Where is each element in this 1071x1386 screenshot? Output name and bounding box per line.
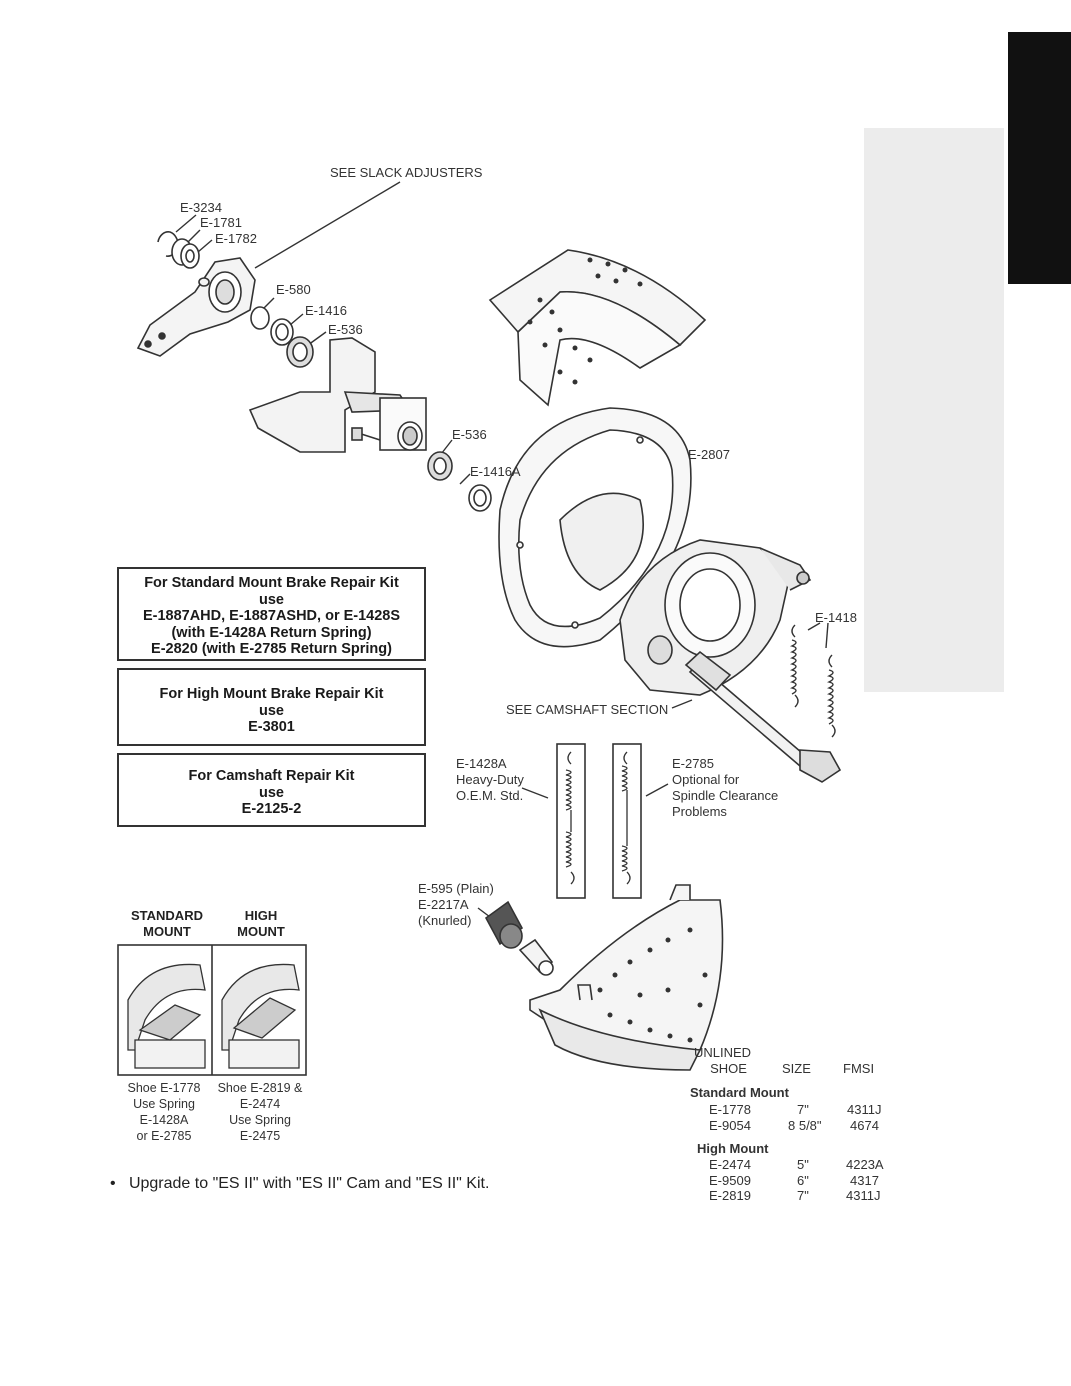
table-cell: E-2819 bbox=[709, 1188, 751, 1203]
high-mount-header: HIGH MOUNT bbox=[237, 908, 285, 939]
callout-e1428a: E-1428A Heavy-Duty O.E.M. Std. bbox=[456, 756, 524, 803]
table-cell: 4674 bbox=[850, 1118, 879, 1133]
roller bbox=[486, 902, 553, 975]
lower-brake-shoe bbox=[530, 885, 723, 1070]
slack-adjuster bbox=[138, 258, 255, 356]
table-cell: E-9054 bbox=[709, 1118, 751, 1133]
callout-see-camshaft: SEE CAMSHAFT SECTION bbox=[506, 702, 669, 717]
table-cell: 5" bbox=[797, 1157, 809, 1172]
table-cell: E-9509 bbox=[709, 1173, 751, 1188]
table-cell: 7" bbox=[797, 1188, 809, 1203]
callout-e1416a: E-1416A bbox=[470, 464, 521, 479]
high-mount-caption: Shoe E-2819 & E-2474 Use Spring E-2475 bbox=[217, 1081, 303, 1143]
callout-e1416: E-1416 bbox=[305, 303, 347, 318]
table-section-high: High Mount bbox=[697, 1141, 769, 1156]
callout-e1781: E-1781 bbox=[200, 215, 242, 230]
bullet-icon: • bbox=[110, 1175, 116, 1192]
table-header-fmsi: FMSI bbox=[843, 1061, 875, 1076]
callout-e580: E-580 bbox=[276, 282, 311, 297]
callout-e536-top: E-536 bbox=[328, 322, 363, 337]
camshaft-bracket bbox=[250, 338, 426, 452]
callout-e2785: E-2785 Optional for Spindle Clearance Problems bbox=[672, 756, 779, 819]
callout-e3234: E-3234 bbox=[180, 200, 222, 215]
standard-mount-caption: Shoe E-1778 Use Spring E-1428A or E-2785 bbox=[127, 1081, 201, 1143]
callout-e595: E-595 (Plain) E-2217A (Knurled) bbox=[418, 881, 494, 928]
table-cell: 6" bbox=[797, 1173, 809, 1188]
table-cell: 4317 bbox=[850, 1173, 879, 1188]
standard-mount-header: STANDARD MOUNT bbox=[131, 908, 203, 939]
callout-e1418: E-1418 bbox=[815, 610, 857, 625]
table-cell: E-1778 bbox=[709, 1102, 751, 1117]
leader-slack bbox=[255, 182, 400, 268]
table-cell: E-2474 bbox=[709, 1157, 751, 1172]
callout-e2807: E-2807 bbox=[688, 447, 730, 462]
table-header-shoe: UNLINED SHOE bbox=[694, 1045, 752, 1076]
kit-box-high-mount: For High Mount Brake Repair Kit use E-3801 bbox=[117, 668, 426, 746]
table-cell: 4311J bbox=[846, 1188, 881, 1203]
table-section-standard: Standard Mount bbox=[690, 1085, 789, 1100]
callout-see-slack-adjusters: SEE SLACK ADJUSTERS bbox=[330, 165, 483, 180]
callout-e536-mid: E-536 bbox=[452, 427, 487, 442]
upper-brake-shoe bbox=[490, 250, 705, 405]
table-cell: 4223A bbox=[846, 1157, 884, 1172]
table-cell: 4311J bbox=[847, 1102, 882, 1117]
table-cell: 7" bbox=[797, 1102, 809, 1117]
table-header-size: SIZE bbox=[782, 1061, 811, 1076]
callout-e1782: E-1782 bbox=[215, 231, 257, 246]
kit-box-camshaft: For Camshaft Repair Kit use E-2125-2 bbox=[117, 753, 426, 827]
spring-e1418 bbox=[792, 625, 835, 737]
table-cell: 8 5/8" bbox=[788, 1118, 822, 1133]
upgrade-note: • Upgrade to "ES II" with "ES II" Cam and "ES II" Kit. bbox=[110, 1175, 490, 1192]
kit-box-standard-mount: For Standard Mount Brake Repair Kit use E-1887AHD, E-1887ASHD, or E-1428S (with E-1428A Return Spring) E-2820 (with E-2785 Return Spring) bbox=[117, 567, 426, 661]
